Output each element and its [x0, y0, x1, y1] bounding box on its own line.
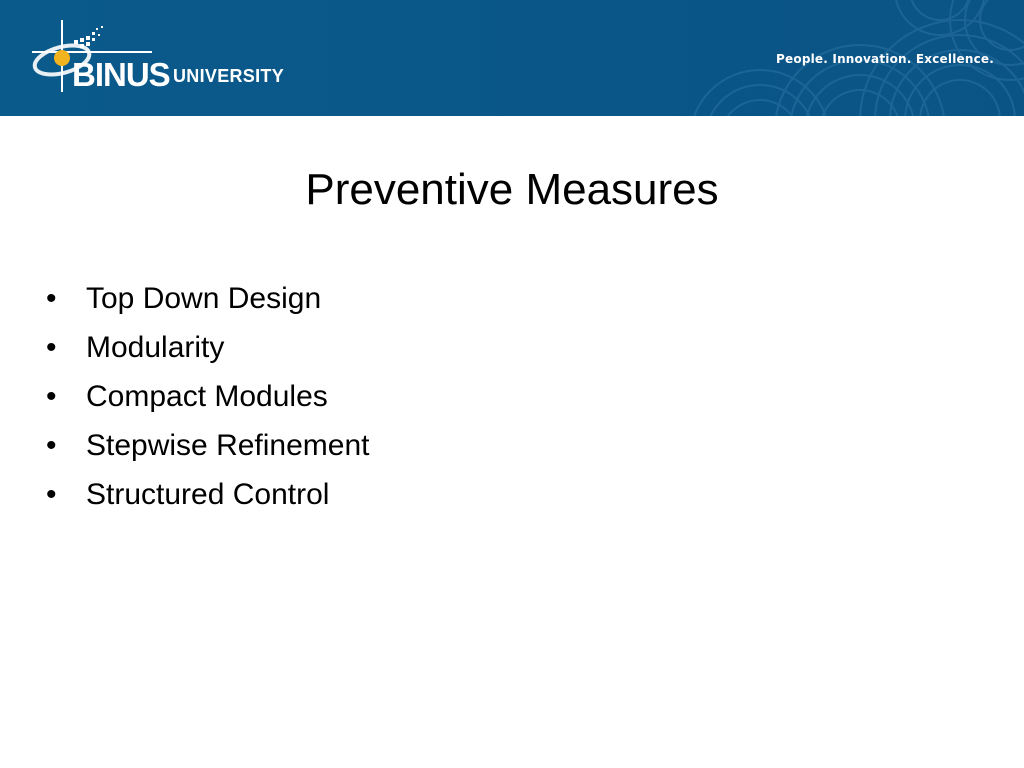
bullet-glyph: •: [46, 331, 57, 364]
bullet-item: [46, 378, 369, 427]
bullet-text: Structured Control: [86, 478, 330, 511]
logo-text-binus: BINUS: [72, 56, 170, 93]
bullet-item: [46, 329, 369, 378]
bullet-glyph: •: [46, 429, 57, 462]
tagline: People. Innovation. Excellence.: [776, 52, 994, 66]
bullet-text: Compact Modules: [86, 380, 328, 413]
bullet-list: [46, 280, 369, 525]
bullet-glyph: •: [46, 478, 57, 511]
header-band: [0, 0, 1024, 116]
bullet-glyph: •: [46, 380, 57, 413]
bullet-text: Modularity: [86, 331, 225, 364]
binus-logo: [28, 18, 298, 104]
bullet-glyph: •: [46, 282, 57, 315]
bullet-item: [46, 280, 369, 329]
bullet-text: Top Down Design: [86, 282, 322, 315]
slide-title: Preventive Measures: [305, 165, 719, 214]
bullet-item: [46, 427, 369, 476]
bullet-item: [46, 476, 369, 525]
bullet-text: Stepwise Refinement: [86, 429, 370, 462]
logo-text-university: UNIVERSITY: [173, 66, 285, 86]
